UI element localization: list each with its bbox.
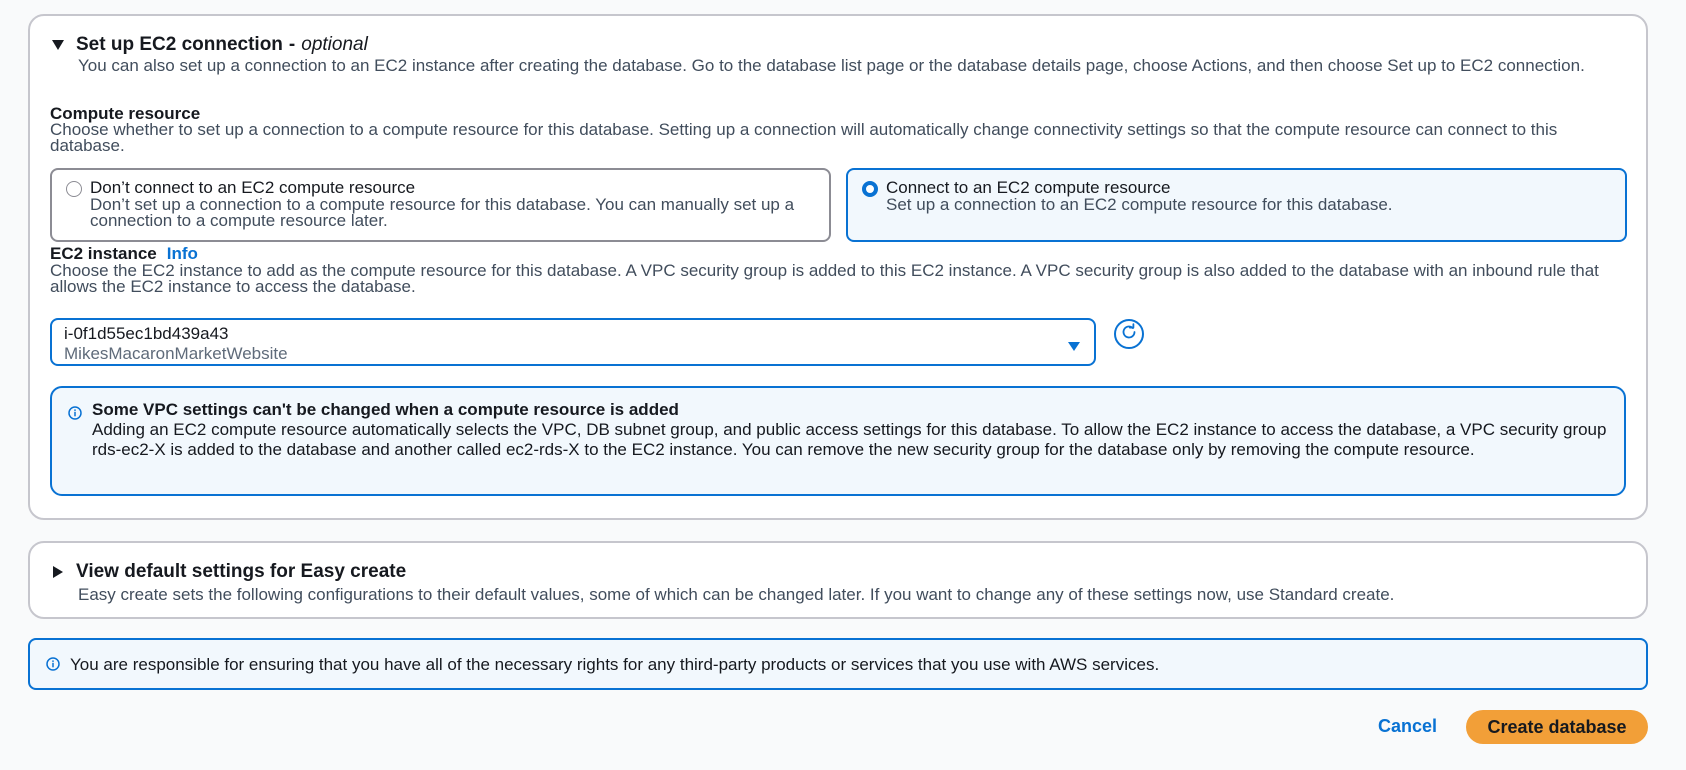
cancel-button[interactable]: Cancel xyxy=(1370,712,1445,741)
connect-ec2-description: Set up a connection to an EC2 compute resource for this database. xyxy=(886,195,1393,214)
ec2-instance-info-link[interactable]: Info xyxy=(166,244,198,263)
ec2-instance-label: EC2 instance xyxy=(50,244,157,263)
alert-title: Some VPC settings can't be changed when a compute resource is added xyxy=(92,400,679,419)
refresh-button[interactable] xyxy=(1114,319,1144,349)
optional-label: optional xyxy=(301,34,368,55)
refresh-icon xyxy=(1120,323,1138,346)
notice-text: You are responsible for ensuring that you have all of the necessary rights for any third-party products or services that you use with AWS services. xyxy=(70,655,1160,674)
ec2-connection-panel xyxy=(28,14,1648,520)
connect-ec2-radio[interactable] xyxy=(862,181,878,197)
dont-connect-title: Don’t connect to an EC2 compute resource xyxy=(90,178,416,197)
dont-connect-option[interactable] xyxy=(50,168,831,242)
default-settings-description: Easy create sets the following configurations to their default values, some of which can be changed later. If you want to change any of these settings now, use Standard create. xyxy=(78,585,1395,604)
ec2-instance-select[interactable] xyxy=(50,318,1096,366)
alert-body: Adding an EC2 compute resource automatically selects the VPC, DB subnet group, and public access settings for this database. To allow the EC2 instance to access the database, a VPC security group rds-ec2-X is added to the database and another called ec2-rds-X to the EC2 instance. You can remove the new security group for the database only by removing the compute resource. xyxy=(92,420,1607,459)
ec2-instance-description: Choose the EC2 instance to add as the compute resource for this database. A VPC security group is added to this EC2 instance. A VPC security group is also added to the database with an inbound rule that allows the EC2 instance to access the database. xyxy=(50,261,1599,296)
create-database-button[interactable]: Create database xyxy=(1466,710,1648,744)
ec2-connection-title: Set up EC2 connection xyxy=(76,34,283,55)
info-icon xyxy=(46,657,60,676)
ec2-instance-id: i-0f1d55ec1bd439a43 xyxy=(64,324,229,343)
ec2-connection-expander[interactable] xyxy=(50,34,368,56)
caret-down-icon xyxy=(1068,338,1080,356)
default-settings-panel xyxy=(28,541,1648,619)
ec2-instance-name: MikesMacaronMarketWebsite xyxy=(64,344,288,363)
compute-resource-label: Compute resource xyxy=(50,104,201,123)
dont-connect-radio[interactable] xyxy=(66,181,82,197)
connect-ec2-title: Connect to an EC2 compute resource xyxy=(886,178,1171,197)
rights-notice xyxy=(28,638,1648,690)
caret-down-icon xyxy=(50,37,66,53)
ec2-connection-description: You can also set up a connection to an EC2 instance after creating the database. Go to the database list page or the database details page, choose Actions, and then choose Set up to EC2 connection. xyxy=(78,56,1585,75)
vpc-settings-alert xyxy=(50,386,1626,496)
default-settings-expander[interactable] xyxy=(50,561,406,583)
title-dash: - xyxy=(288,34,296,55)
connect-ec2-option[interactable] xyxy=(846,168,1627,242)
default-settings-title: View default settings for Easy create xyxy=(76,561,407,582)
compute-resource-description: Choose whether to set up a connection to a compute resource for this database. Setting up a connection will automatically change connectivity settings so that the compute resource can connect to this database. xyxy=(50,120,1558,155)
info-icon xyxy=(68,406,82,425)
dont-connect-description: Don’t set up a connection to a compute resource for this database. You can manually set up a connection to a compute resource later. xyxy=(90,195,795,230)
caret-right-icon xyxy=(50,564,66,580)
